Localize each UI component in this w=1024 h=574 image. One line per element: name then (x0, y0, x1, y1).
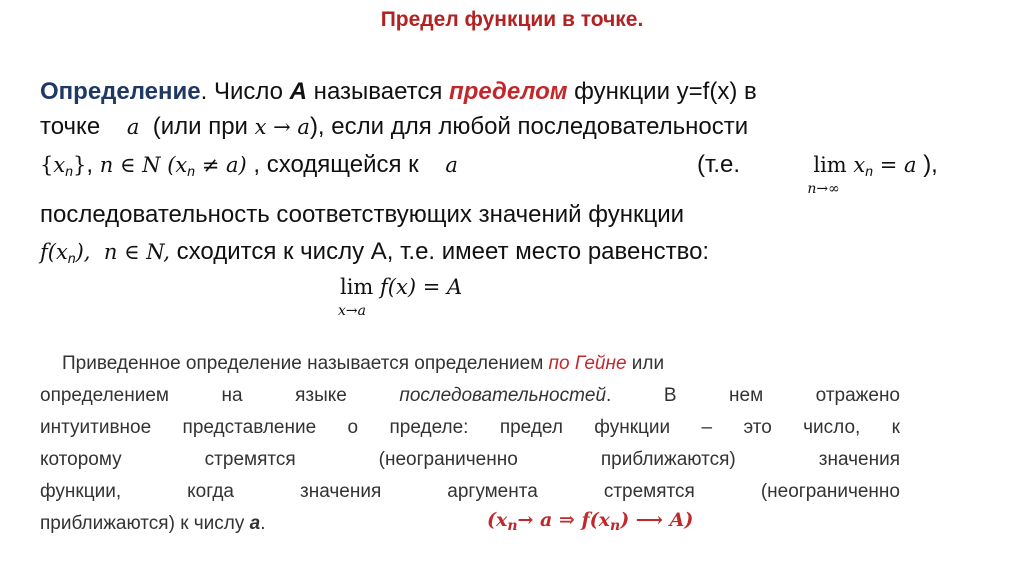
limit-equation (338, 272, 463, 319)
limit-expression (807, 150, 847, 197)
math-eq-a: = a (873, 153, 917, 177)
heine-formula (487, 509, 693, 534)
math-sub-n: n (67, 250, 76, 266)
text: функции y=f(x) в (567, 78, 757, 105)
formula-part: → a ⇒ f(x (517, 509, 611, 531)
math-sub-n: n (65, 163, 74, 179)
term-sequences: последовательностей (399, 385, 607, 406)
math-a: a (445, 153, 458, 177)
paragraph-line: которому стремятся (неограниченно приближаются) значения (40, 449, 900, 470)
heine-paragraph (40, 348, 900, 540)
math-x: x (53, 153, 66, 177)
text: точке (40, 113, 101, 140)
math-a-bold: a (249, 513, 261, 534)
text: называется (307, 78, 450, 105)
term-limit: пределом (449, 78, 568, 105)
paragraph-line: функции, когда значения аргумента стремятся (неограниченно (40, 481, 900, 502)
lim-operator: lim (813, 153, 847, 177)
definition-line-5 (40, 237, 709, 273)
text: . В нем отражено (606, 385, 900, 406)
math-fx-eq-A: f(x) = A (380, 275, 463, 299)
math-brace: } (73, 153, 87, 177)
math-sub-n: n (507, 518, 518, 534)
definition-line-4: последовательность соответствующих значений функции (40, 201, 685, 228)
math-sub-n: n (187, 163, 196, 179)
text: Приведенное определение называется определением (62, 353, 549, 374)
lim-subscript: n→∞ (807, 181, 840, 197)
formula-part: (x (487, 509, 508, 531)
text: . Число (200, 78, 290, 105)
text: приближаются) к числу (40, 513, 250, 534)
text: сходится к числу А, т.е. имеет место равенство: (176, 238, 710, 265)
math-neq-a: ≠ a) (195, 153, 247, 177)
math-paren: ), (75, 240, 91, 264)
lim-operator: lim (340, 275, 374, 299)
text: или (626, 353, 665, 374)
definition-label: Определение (40, 78, 201, 105)
definition-line-2 (40, 112, 1000, 142)
slide-title: Предел функции в точке. (380, 8, 644, 31)
limit-expression (338, 272, 374, 319)
math-x: x (853, 153, 866, 177)
text: (т.е. (697, 151, 741, 178)
definition-line-1 (40, 77, 757, 107)
math-n-in-N: n ∈ N, (103, 240, 170, 264)
definition-line-3-tail (697, 150, 938, 197)
math-sub-n: n (610, 518, 621, 534)
text: . (260, 513, 266, 534)
definition-line-3 (40, 150, 458, 186)
text: ), (923, 151, 938, 178)
term-heine: по Гейне (548, 353, 627, 374)
paragraph-line (40, 380, 900, 412)
limit-symbol-A: A (289, 78, 308, 105)
text: определением на языке (40, 385, 400, 406)
paragraph-line: интуитивное представление о пределе: предел функции – это число, к (40, 417, 900, 438)
text: , (86, 151, 100, 178)
formula-part: ) ⟶ A) (620, 509, 694, 531)
math-xn-neq: (x (167, 153, 188, 177)
math-brace: { (40, 153, 54, 177)
math-f-xn: f(x (40, 240, 68, 264)
text: ), если для любой последовательности (309, 113, 749, 140)
text: (или при (152, 113, 248, 140)
math-a: a (126, 115, 140, 139)
paragraph-line (40, 348, 900, 380)
lim-subscript: x→a (338, 303, 366, 319)
paragraph-line (40, 508, 900, 540)
text: , сходящейся к (246, 151, 419, 178)
math-x-to-a: x → a (254, 115, 310, 139)
math-sub-n: n (865, 163, 874, 179)
math-n-in-N: n ∈ N (99, 153, 161, 177)
